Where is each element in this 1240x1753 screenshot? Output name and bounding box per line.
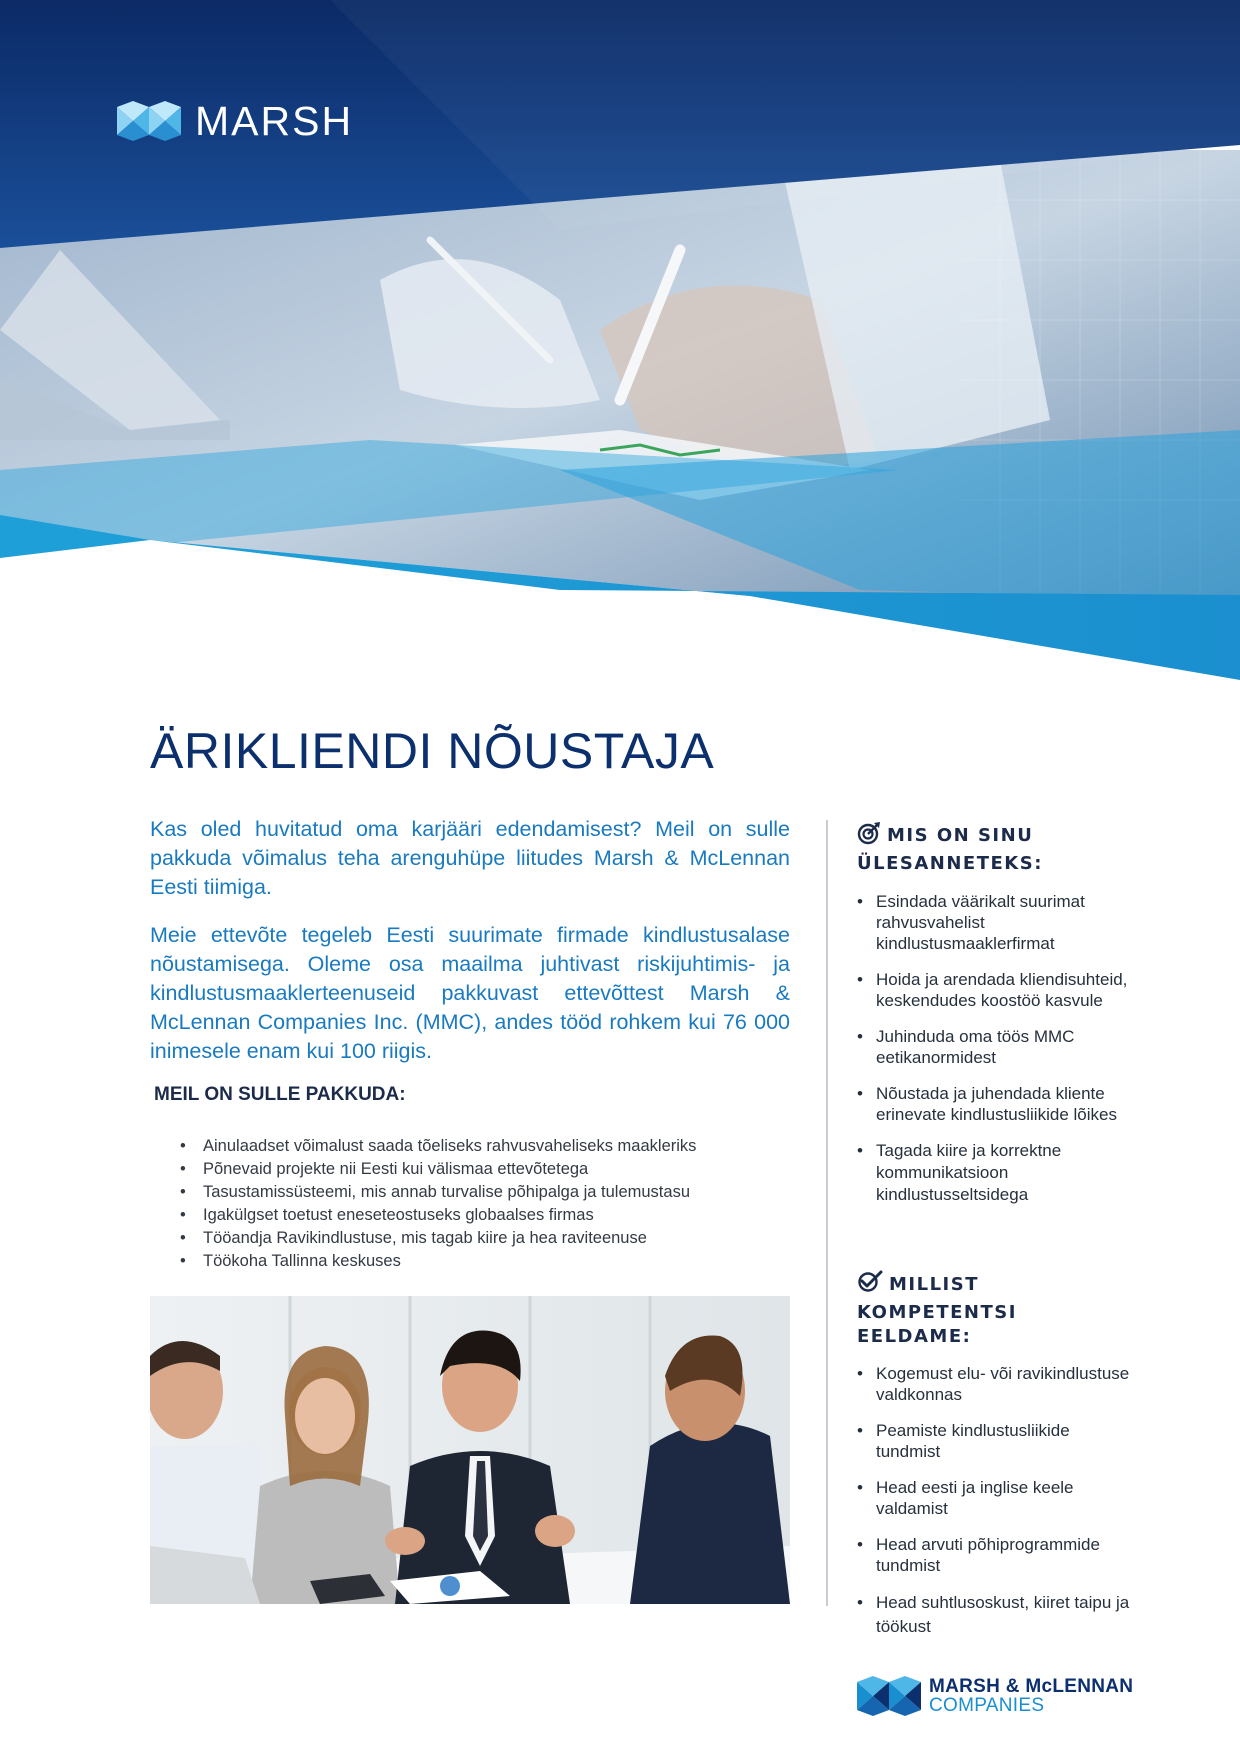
- competence-list: [857, 1363, 1137, 1639]
- list-item: [180, 1250, 780, 1273]
- list-item: [857, 1140, 1137, 1206]
- footer-line2: COMPANIES: [929, 1695, 1045, 1716]
- competence-heading: [857, 1270, 1137, 1349]
- list-item: [180, 1181, 780, 1204]
- list-item: [180, 1227, 780, 1250]
- competence-section: [857, 1270, 1137, 1639]
- mmc-logo-text: [929, 1677, 1133, 1715]
- list-item-text: Tööandja Ravikindlustuse, mis tagab kiire ja hea raviteenuse: [203, 1229, 647, 1247]
- list-item: [180, 1158, 780, 1181]
- tasks-section: [857, 821, 1137, 1206]
- list-item: [857, 891, 1137, 954]
- bullet: •: [857, 1535, 863, 1554]
- list-item: [857, 1420, 1137, 1462]
- list-item-text: Esindada väärikalt suurimat rahvusvahelist kindlustusmaaklerfirmat: [876, 892, 1085, 953]
- bullet: •: [857, 1084, 863, 1103]
- offer-heading: MEIL ON SULLE PAKKUDA:: [154, 1084, 406, 1105]
- bullet: •: [857, 1478, 863, 1497]
- list-item-text: Ainulaadset võimalust saada tõeliseks rahvusvaheliseks maakleriks: [203, 1137, 697, 1155]
- tasks-heading: [857, 821, 1137, 876]
- bullet: •: [857, 1421, 863, 1440]
- bullet: •: [180, 1229, 186, 1247]
- list-item-text: Juhinduda oma töös MMC eetikanormidest: [876, 1027, 1075, 1067]
- mmc-logo: [857, 1676, 1133, 1716]
- list-item-text: Töökoha Tallinna keskuses: [203, 1252, 401, 1270]
- bullet: •: [180, 1160, 186, 1178]
- bullet: •: [180, 1206, 186, 1224]
- bullet: •: [857, 970, 863, 989]
- competence-heading-line1: MILLIST KOMPETENTSI: [857, 1274, 1017, 1323]
- mmc-logo-icon: [857, 1676, 921, 1716]
- list-item: [857, 1363, 1137, 1405]
- tasks-heading-line2: ÜLESANNETEKS:: [857, 853, 1043, 874]
- team-meeting-illustration: [150, 1296, 790, 1604]
- tasks-list: [857, 891, 1137, 1206]
- intro-paragraph-2: Meie ettevõte tegeleb Eesti suurimate firmade kindlustusalase nõustamisega. Oleme osa maailma juhtivast riskijuhtimis- ja kindlustusmaaklerteenuseid pakkuvast ettevõttest Marsh & McLennan Companies Inc. (MMC), andes tööd rohkem kui 76 000 inimesele enam kui 100 riigis.: [150, 923, 790, 1063]
- target-icon: [857, 821, 881, 852]
- list-item: [857, 1477, 1137, 1519]
- bullet: •: [857, 1364, 863, 1383]
- list-item-text: Nõustada ja juhendada kliente erinevate kindlustusliikide lõikes: [876, 1084, 1117, 1124]
- list-item-text: Tagada kiire ja korrektne kommunikatsioon kindlustusseltsidega: [876, 1141, 1062, 1204]
- column-divider: [826, 820, 828, 1606]
- list-item-text: Hoida ja arendada kliendisuhteid, keskendudes koostöö kasvule: [876, 970, 1128, 1010]
- footer-line1: MARSH & McLENNAN: [929, 1676, 1134, 1697]
- list-item: [180, 1135, 780, 1158]
- checkmark-circle-icon: [857, 1270, 883, 1301]
- bullet: •: [857, 1593, 863, 1612]
- intro-paragraph-1: Kas oled huvitatud oma karjääri edendamisest? Meil on sulle pakkuda võimalus teha arenguhüpe liitudes Marsh & McLennan Eesti tiimiga.: [150, 817, 790, 899]
- bullet: •: [180, 1137, 186, 1155]
- list-item-text: Peamiste kindlustusliikide tundmist: [876, 1421, 1070, 1461]
- brand-name: MARSH: [195, 97, 354, 144]
- list-item: [857, 1026, 1137, 1068]
- bullet: •: [180, 1252, 186, 1270]
- bullet: •: [857, 1141, 863, 1160]
- list-item-text: Põnevaid projekte nii Eesti kui välismaa ettevõtetega: [203, 1160, 589, 1178]
- tasks-heading-line1: MIS ON SINU: [887, 825, 1034, 846]
- list-item-text: Head eesti ja inglise keele valdamist: [876, 1478, 1074, 1518]
- bullet: •: [180, 1183, 186, 1201]
- list-item-text: Tasustamissüsteemi, mis annab turvalise põhipalga ja tulemustasu: [203, 1183, 690, 1201]
- competence-heading-line2: EELDAME:: [857, 1326, 972, 1347]
- bullet: •: [857, 892, 863, 911]
- team-meeting-photo: [150, 1296, 790, 1604]
- list-item: [857, 1534, 1137, 1576]
- list-item-text: Head arvuti põhiprogrammide tundmist: [876, 1535, 1100, 1575]
- list-item-text: Kogemust elu- või ravikindlustuse valdkonnas: [876, 1364, 1130, 1404]
- list-item: [857, 1083, 1137, 1125]
- page-title: ÄRIKLIENDI NÕUSTAJA: [150, 723, 715, 779]
- list-item-text: Igakülgset toetust eneseteostuseks globaalses firmas: [203, 1206, 594, 1224]
- bullet: •: [857, 1027, 863, 1046]
- list-item: [180, 1204, 780, 1227]
- offer-list: [180, 1135, 780, 1273]
- list-item: [857, 1591, 1137, 1639]
- marsh-logo-icon: [117, 101, 181, 141]
- marsh-logo: [117, 98, 353, 144]
- list-item-text: Head suhtlusoskust, kiiret taipu ja töökust: [876, 1593, 1130, 1636]
- list-item: [857, 969, 1137, 1011]
